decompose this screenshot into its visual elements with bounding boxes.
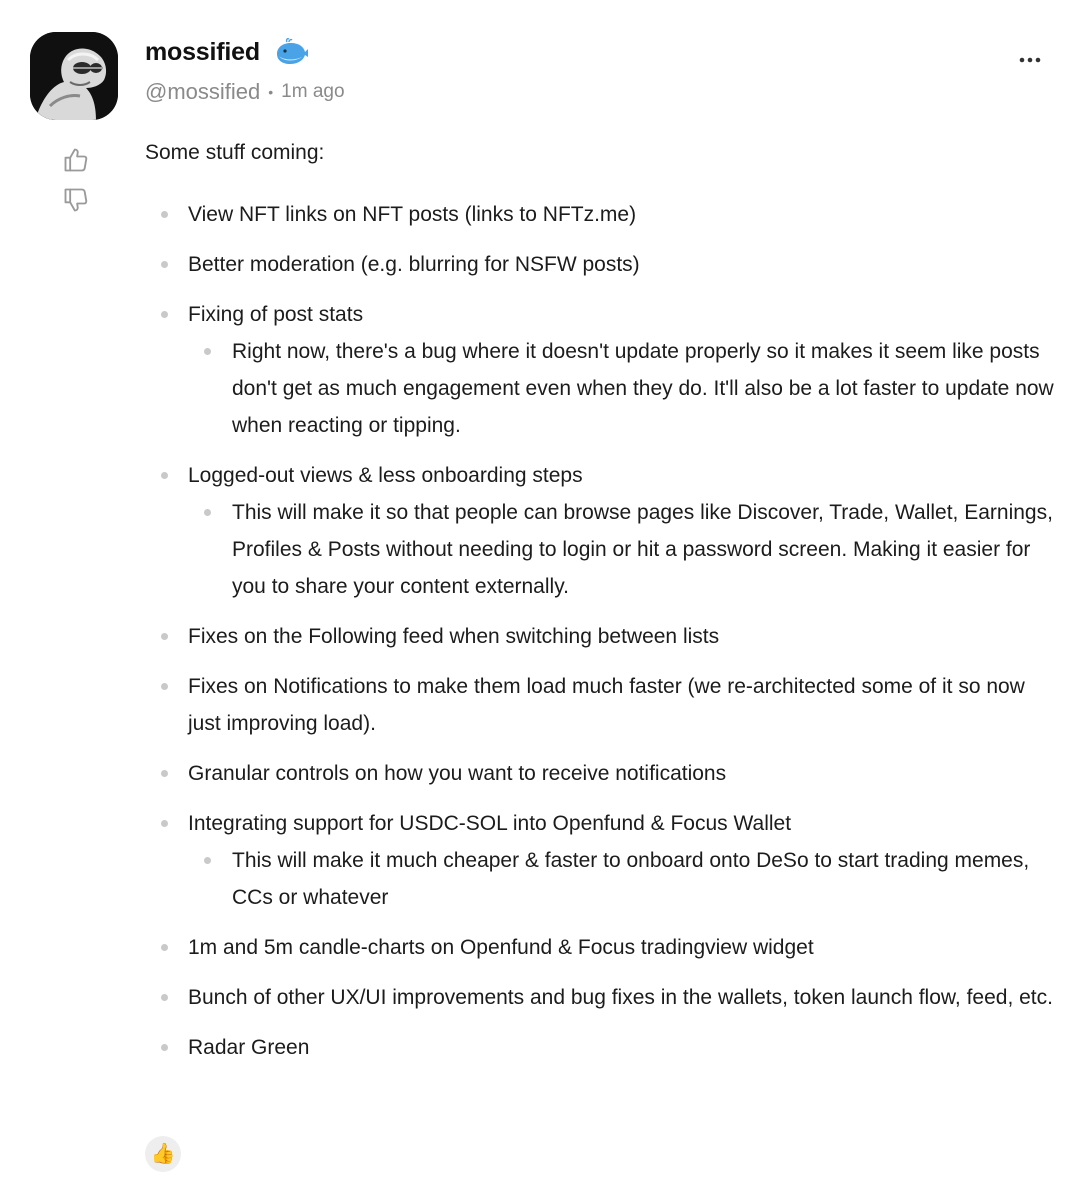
list-item: Granular controls on how you want to receive notifications: [145, 755, 1060, 792]
list-item: Fixes on the Following feed when switching between lists: [145, 618, 1060, 655]
meta-separator: •: [268, 84, 274, 100]
sub-list-item: This will make it so that people can browse pages like Discover, Trade, Wallet, Earnings, Profiles & Posts without needing to login or hit a password screen. Making it easier for you to share your content externally.: [188, 494, 1060, 605]
sub-list-item: This will make it much cheaper & faster to onboard onto DeSo to start trading memes, CCs or whatever: [188, 842, 1060, 916]
avatar-image: [30, 32, 118, 120]
author-row: [145, 34, 310, 70]
downvote-button[interactable]: [60, 184, 92, 216]
list-item: Fixes on Notifications to make them load much faster (we re-architected some of it so now just improving load).: [145, 668, 1060, 742]
reaction-button[interactable]: [145, 1136, 181, 1172]
list-item: Logged-out views & less onboarding steps This will make it so that people can browse pages like Discover, Trade, Wallet, Earnings, Profiles & Posts without needing to login or hit a password screen. Making it easier for you to share your content externally.: [145, 457, 1060, 605]
list-item: Better moderation (e.g. blurring for NSFW posts): [145, 246, 1060, 283]
author-handle[interactable]: @mossified: [145, 79, 261, 104]
upvote-button[interactable]: [60, 144, 92, 176]
list-item: 1m and 5m candle-charts on Openfund & Focus tradingview widget: [145, 929, 1060, 966]
whale-icon: [274, 38, 310, 66]
post-body-list: [145, 196, 1060, 1079]
list-item: Fixing of post stats Right now, there's a bug where it doesn't update properly so it makes it seem like posts don't get as much engagement even when they do. It'll also be a lot faster to update now when reacting or tipping.: [145, 296, 1060, 444]
sub-list: [188, 494, 1060, 605]
list-item: Radar Green: [145, 1029, 1060, 1066]
avatar[interactable]: [30, 32, 118, 120]
thumbs-down-icon: [62, 186, 90, 214]
more-options-icon: [1019, 57, 1041, 63]
list-item: Integrating support for USDC-SOL into Openfund & Focus Wallet This will make it much cheaper & faster to onboard onto DeSo to start trading memes, CCs or whatever: [145, 805, 1060, 916]
list-item: View NFT links on NFT posts (links to NFTz.me): [145, 196, 1060, 233]
sub-list-item: Right now, there's a bug where it doesn't update properly so it makes it seem like posts don't get as much engagement even when they do. It'll also be a lot faster to update now when reacting or tipping.: [188, 333, 1060, 444]
post-timestamp: 1m ago: [281, 81, 345, 102]
meta-row: [145, 77, 345, 107]
thumbs-up-emoji-icon: 👍: [150, 1143, 176, 1165]
author-display-name[interactable]: mossified: [145, 37, 260, 66]
more-options-button[interactable]: [1014, 44, 1046, 76]
thumbs-up-icon: [62, 146, 90, 174]
list-item: Bunch of other UX/UI improvements and bug fixes in the wallets, token launch flow, feed, etc.: [145, 979, 1060, 1016]
sub-list: [188, 842, 1060, 916]
post-intro: Some stuff coming:: [145, 141, 325, 164]
sub-list: [188, 333, 1060, 444]
